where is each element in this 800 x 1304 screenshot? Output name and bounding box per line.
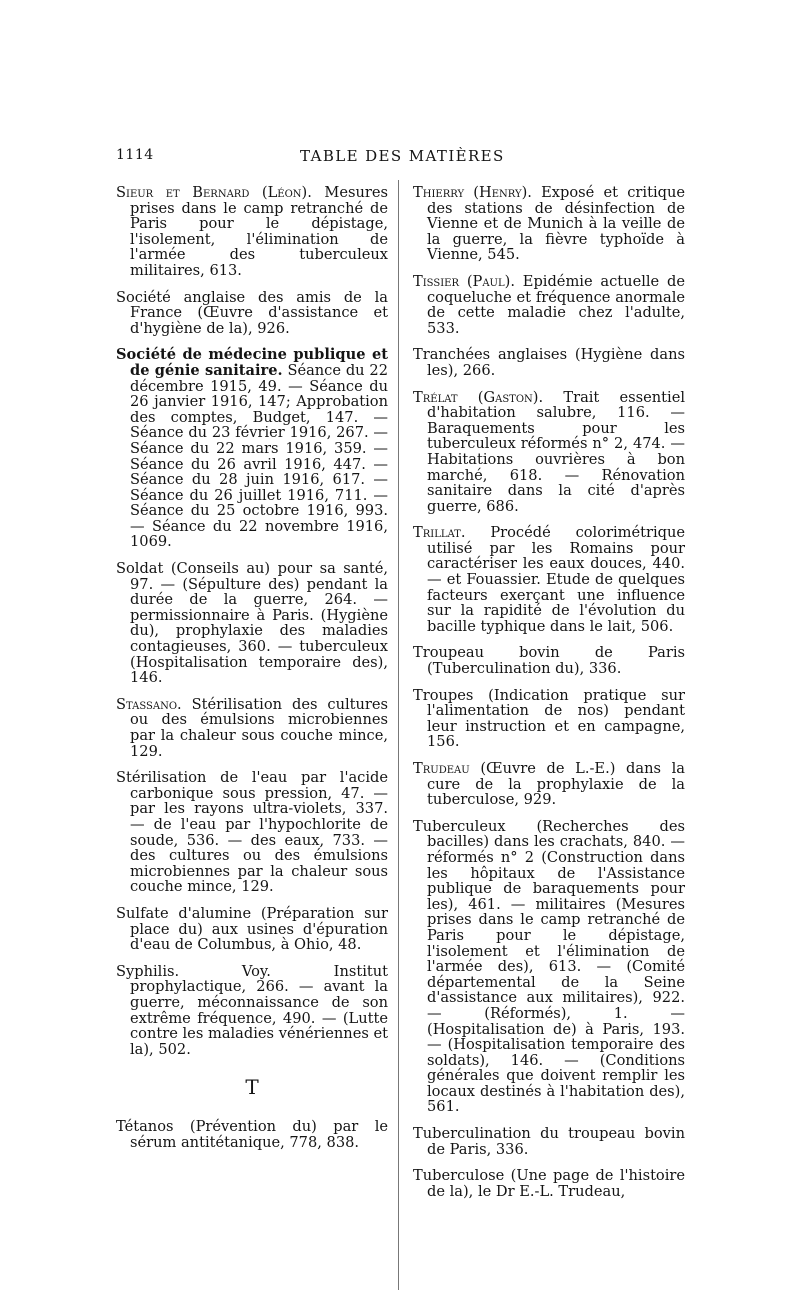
column-divider: [398, 180, 399, 1290]
running-title: TABLE DES MATIÈRES: [300, 147, 505, 165]
entry-headword: Thierry (Henry).: [413, 184, 532, 201]
entry-headword: Tissier (Paul).: [413, 272, 515, 290]
entry-headword: Troupeau bovin de Paris: [413, 644, 685, 662]
index-entry: [413, 1126, 685, 1157]
entry-references: (Hygiène dans les), 266.: [427, 346, 685, 379]
index-entry: [413, 819, 685, 1115]
entry-references: Mesures prises dans le camp retranché de Paris pour le dépistage, l'isolement, l'élimination de l'armée des tuberculeux militaires, 613.: [130, 184, 388, 279]
index-entry: [116, 770, 388, 895]
entry-references: (Une page de l'histoire de la), le Dr E.-L. Trudeau,: [427, 1167, 685, 1200]
index-entry: [116, 290, 388, 337]
index-entry: [413, 390, 685, 515]
right-column: [413, 185, 685, 1210]
entry-headword: Société de médecine publique et de génie sanitaire.: [116, 346, 388, 379]
left-column: [116, 185, 388, 1161]
entry-references: Séance du 22 décembre 1915, 49. — Séance du 26 janvier 1916, 147; Approbation des comptes, Budget, 147. — Séance du 23 février 1916, 267. — Séance du 22 mars 1916, 359. — Séance du 26 avril 1916, 447. — Séance du 28 juin 1916, 617. — Séance du 26 juillet 1916, 711. — Séance du 25 octobre 1916, 993. — Séance du 22 novembre 1916, 1069.: [130, 361, 388, 551]
entry-headword: Trillat.: [413, 524, 466, 542]
entry-headword: Tétanos: [116, 1118, 174, 1136]
entry-references: d'alumine (Préparation sur place du) aux usines d'épuration d'eau de Columbus, à Ohio, 48.: [130, 904, 388, 954]
index-entry: [116, 185, 388, 279]
entry-headword: Tuberculose: [413, 1167, 505, 1185]
entry-headword: Trélat (Gaston).: [413, 388, 544, 406]
entry-headword: Trudeau: [413, 760, 470, 777]
index-entry: [413, 347, 685, 378]
entry-references: (Recherches des bacilles) dans les crachats, 840. — réformés n° 2 (Construction dans les hôpitaux de l'Assistance publique de baraquements pour les), 461. — militaires (Mesures prises dans le camp retranché de Paris pour le dépistage, l'isolement et l'élimination de l'armée des), 613. — (Comité départemental de la Seine d'assistance aux militaires), 922. — (Réformés), 1. — (Hospitalisation de) à Paris, 193. — (Hospitalisation temporaire des soldats), 146. — (Conditions générales que doivent remplir les locaux destinés à l'habitation des), 561.: [427, 817, 685, 1116]
index-entry: [413, 185, 685, 263]
entry-headword: Sulfate: [116, 904, 169, 922]
index-entry: [413, 1168, 685, 1199]
index-entry: [116, 697, 388, 759]
index-entry: [413, 688, 685, 750]
entry-references: Voy. Institut prophylactique, 266. — avant la guerre, méconnaissance de son extrême fréquence, 490. — (Lutte contre les maladies vénériennes et la), 502.: [130, 962, 388, 1058]
entry-headword: Troupes: [413, 686, 474, 704]
index-entry: [116, 906, 388, 953]
index-entry: [413, 525, 685, 634]
section-letter: T: [245, 1075, 259, 1100]
entry-headword: Société anglaise des amis de la France: [116, 288, 388, 322]
entry-references: (Tuberculination du), 336.: [427, 660, 622, 678]
entry-references: du troupeau bovin de Paris, 336.: [427, 1125, 685, 1158]
entry-references: Epidémie actuelle de coqueluche et fréquence anormale de cette maladie chez l'adulte, 533.: [427, 272, 685, 337]
index-entry: [116, 561, 388, 686]
index-entry: [116, 347, 388, 550]
entry-references: Exposé et critique des stations de désinfection de Vienne et de Munich à la veille de la guerre, la fièvre typhoïde à Vienne, 545.: [427, 184, 685, 264]
entry-headword: Sieur et Bernard (Léon).: [116, 184, 312, 201]
entry-references: Stérilisation des cultures ou des émulsions microbiennes par la chaleur sous couche mince, 129.: [130, 695, 388, 760]
entry-headword: Tuberculination: [413, 1125, 531, 1143]
index-entry: [116, 964, 388, 1058]
page-number: 1114: [116, 147, 154, 163]
entry-headword: Tuberculeux: [413, 817, 506, 835]
entry-references: de l'eau par l'acide carbonique sous pression, 47. — par les rayons ultra-violets, 337. — de l'eau par l'hypochlorite de soude, 536. — des eaux, 733. — des cultures ou des émulsions microbiennes par la chaleur sous couche mince, 129.: [130, 769, 388, 896]
index-entry: [413, 761, 685, 808]
entry-references: (Prévention du) par le sérum antitétanique, 778, 838.: [130, 1118, 388, 1151]
index-entry: [413, 274, 685, 336]
entry-references: (Conseils au) pour sa santé, 97. — (Sépulture des) pendant la durée de la guerre, 264. — permissionnaire à Paris. (Hygiène du), prophylaxie des maladies contagieuses, 360. — tuberculeux (Hospitalisation temporaire des), 146.: [130, 560, 388, 687]
entry-headword: Stérilisation: [116, 769, 207, 787]
entry-references: (Œuvre d'assistance et d'hygiène de la), 926.: [130, 304, 388, 337]
index-entry: [413, 645, 685, 676]
entry-headword: Stassano.: [116, 695, 182, 713]
entry-references: (Indication pratique sur l'alimentation de nos) pendant leur instruction et en campagne, 156.: [427, 686, 685, 751]
index-entry: [116, 1119, 388, 1150]
entry-references: (Œuvre de L.-E.) dans la cure de la prophylaxie de la tuberculose, 929.: [427, 760, 685, 809]
entry-headword: Soldat: [116, 560, 164, 578]
entry-references: Procédé colorimétrique utilisé par les Romains pour caractériser les eaux douces, 440. — et Fouassier. Etude de quelques facteurs exerçant une influence sur la rapidité de l'évolution du bacille typhique dans le lait, 506.: [427, 524, 685, 635]
entry-references: Trait essentiel d'habitation salubre, 116. — Baraquements pour les tuberculeux réformés n° 2, 474. — Habitations ouvrières à bon marché, 618. — Rénovation sanitaire dans la cité d'après guerre, 686.: [427, 388, 685, 515]
entry-headword: Syphilis.: [116, 962, 180, 980]
entry-headword: Tranchées anglaises: [413, 346, 568, 364]
